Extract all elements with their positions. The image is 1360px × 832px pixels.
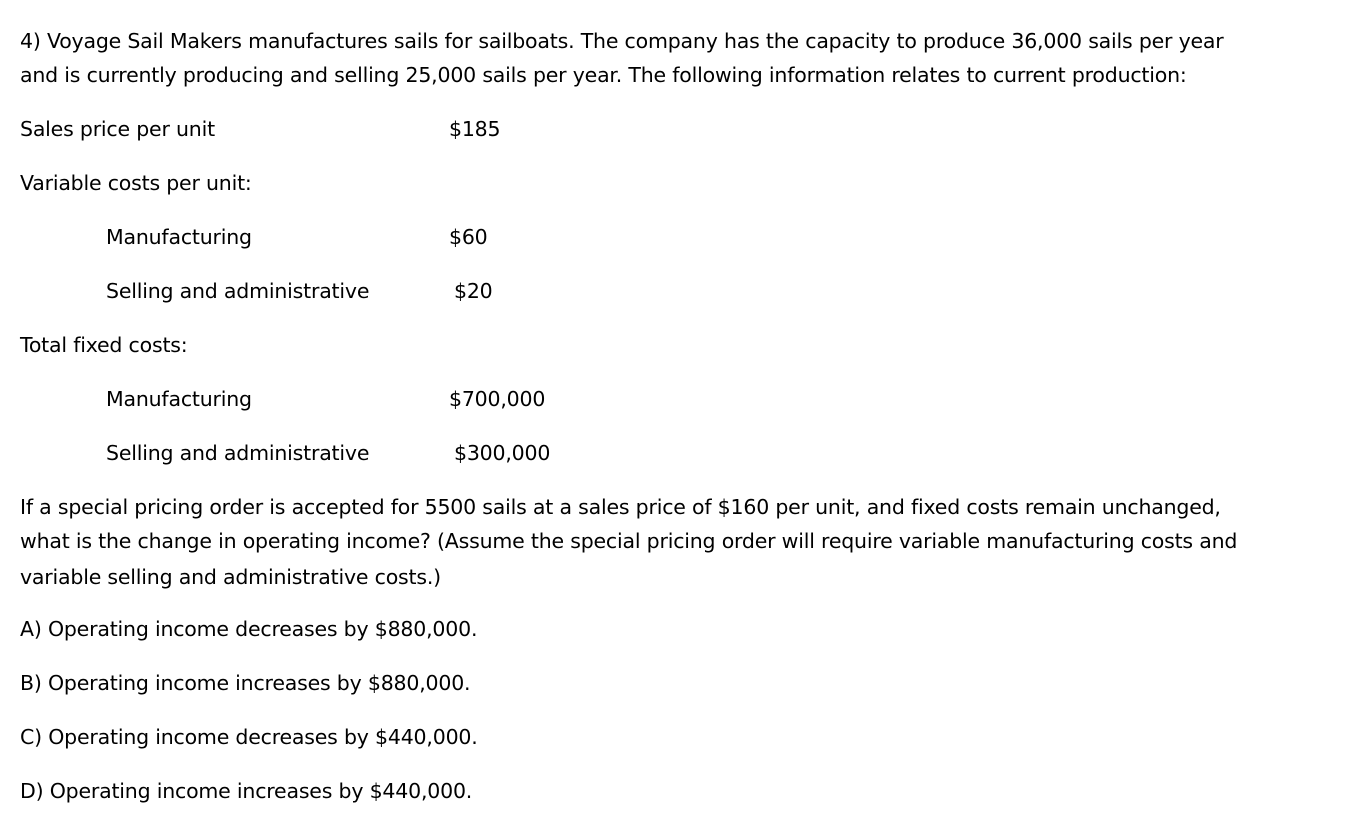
variable-manufacturing-label: Manufacturing [106,225,252,249]
sales-price-label: Sales price per unit [20,117,215,141]
fixed-manufacturing-label: Manufacturing [106,387,252,411]
fixed-selling-value: $300,000 [454,441,551,465]
question-prompt-line-3: variable selling and administrative costs.) [20,565,441,589]
question-prompt-line-1: If a special pricing order is accepted for 5500 sails at a sales price of $160 per unit, and fixed costs remain unchanged, [20,495,1221,519]
answer-option-d: D) Operating income increases by $440,000. [20,779,473,803]
answer-option-c: C) Operating income decreases by $440,000. [20,725,478,749]
fixed-selling-label: Selling and administrative [106,441,370,465]
variable-selling-label: Selling and administrative [106,279,370,303]
variable-selling-value: $20 [454,279,493,303]
variable-costs-heading: Variable costs per unit: [20,171,252,195]
question-prompt-line-2: what is the change in operating income? (Assume the special pricing order will require variable manufacturing costs and [20,529,1238,553]
answer-option-b: B) Operating income increases by $880,000. [20,671,471,695]
fixed-costs-heading: Total fixed costs: [20,333,188,357]
answer-option-a: A) Operating income decreases by $880,000. [20,617,478,641]
sales-price-value: $185 [449,117,501,141]
variable-manufacturing-value: $60 [449,225,488,249]
fixed-manufacturing-value: $700,000 [449,387,546,411]
question-intro-line-2: and is currently producing and selling 25,000 sails per year. The following information relates to current production: [20,63,1187,87]
question-intro-line-1: 4) Voyage Sail Makers manufactures sails for sailboats. The company has the capacity to produce 36,000 sails per year [20,29,1224,53]
